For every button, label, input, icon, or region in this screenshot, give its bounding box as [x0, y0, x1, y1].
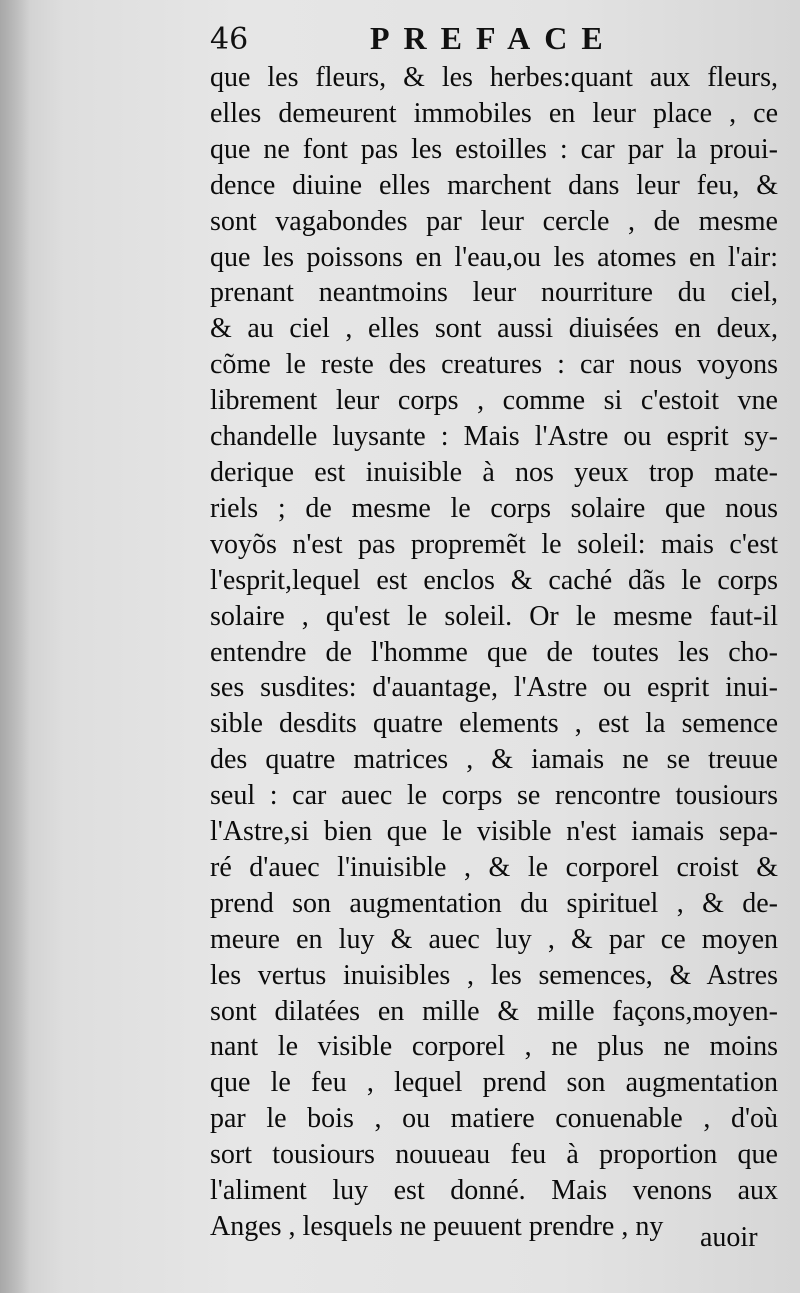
text-line: chandelle luysante : Mais l'Astre ou esprit sy- [210, 421, 778, 453]
text-line: sont vagabondes par leur cercle , de mesme [210, 205, 778, 237]
text-line: voyõs n'est pas propremẽt le soleil: mais c'est [210, 528, 778, 560]
text-line: les vertus inuisibles , les semences, & Astres [210, 959, 778, 991]
body-text [210, 60, 778, 1245]
text-line: prenant neantmoins leur nourriture du ciel, [210, 277, 778, 309]
text-line: l'esprit,lequel est enclos & caché dãs le corps [210, 564, 778, 596]
text-line: solaire , qu'est le soleil. Or le mesme faut-il [210, 600, 778, 632]
text-line: meure en luy & auec luy , & par ce moyen [210, 923, 778, 955]
text-line: par le bois , ou matiere conuenable , d'où [210, 1103, 778, 1135]
page-header [210, 18, 770, 58]
text-line: que ne font pas les estoilles : car par la proui- [210, 133, 778, 165]
text-line: prend son augmentation du spirituel , & de- [210, 887, 778, 919]
text-line: des quatre matrices , & iamais ne se treuue [210, 744, 778, 776]
text-line: que les poissons en l'eau,ou les atomes en l'air: [210, 241, 778, 273]
running-title: PREFACE [370, 20, 617, 56]
text-line: & au ciel , elles sont aussi diuisées en deux, [210, 313, 778, 345]
text-line: que le feu , lequel prend son augmentation [210, 1067, 778, 1099]
text-line: derique est inuisible à nos yeux trop mate- [210, 456, 778, 488]
text-line: sont dilatées en mille & mille façons,moyen- [210, 995, 778, 1027]
page-edge-shadow [0, 0, 30, 1293]
catchword: auoir [700, 1222, 758, 1253]
text-line: cõme le reste des creatures : car nous voyons [210, 349, 778, 381]
text-line: elles demeurent immobiles en leur place , ce [210, 97, 778, 129]
text-line: librement leur corps , comme si c'estoit vne [210, 385, 778, 417]
text-line: riels ; de mesme le corps solaire que nous [210, 492, 778, 524]
text-line: Anges , lesquels ne peuuent prendre , ny [210, 1211, 664, 1242]
text-line: que les fleurs, & les herbes:quant aux fleurs, [210, 62, 778, 93]
text-line: l'Astre,si bien que le visible n'est iamais sepa- [210, 816, 778, 848]
text-line: nant le visible corporel , ne plus ne moins [210, 1031, 778, 1063]
page-number: 46 [210, 22, 249, 57]
text-line: entendre de l'homme que de toutes les cho- [210, 636, 778, 668]
text-line: sort tousiours nouueau feu à proportion que [210, 1139, 778, 1171]
text-line: ré d'auec l'inuisible , & le corporel croist & [210, 851, 778, 883]
text-line: ses susdites: d'auantage, l'Astre ou esprit inui- [210, 672, 778, 704]
text-line: dence diuine elles marchent dans leur feu, & [210, 169, 778, 201]
text-line: sible desdits quatre elements , est la semence [210, 708, 778, 740]
text-line: l'aliment luy est donné. Mais venons aux [210, 1175, 778, 1207]
text-line: seul : car auec le corps se rencontre tousiours [210, 780, 778, 812]
